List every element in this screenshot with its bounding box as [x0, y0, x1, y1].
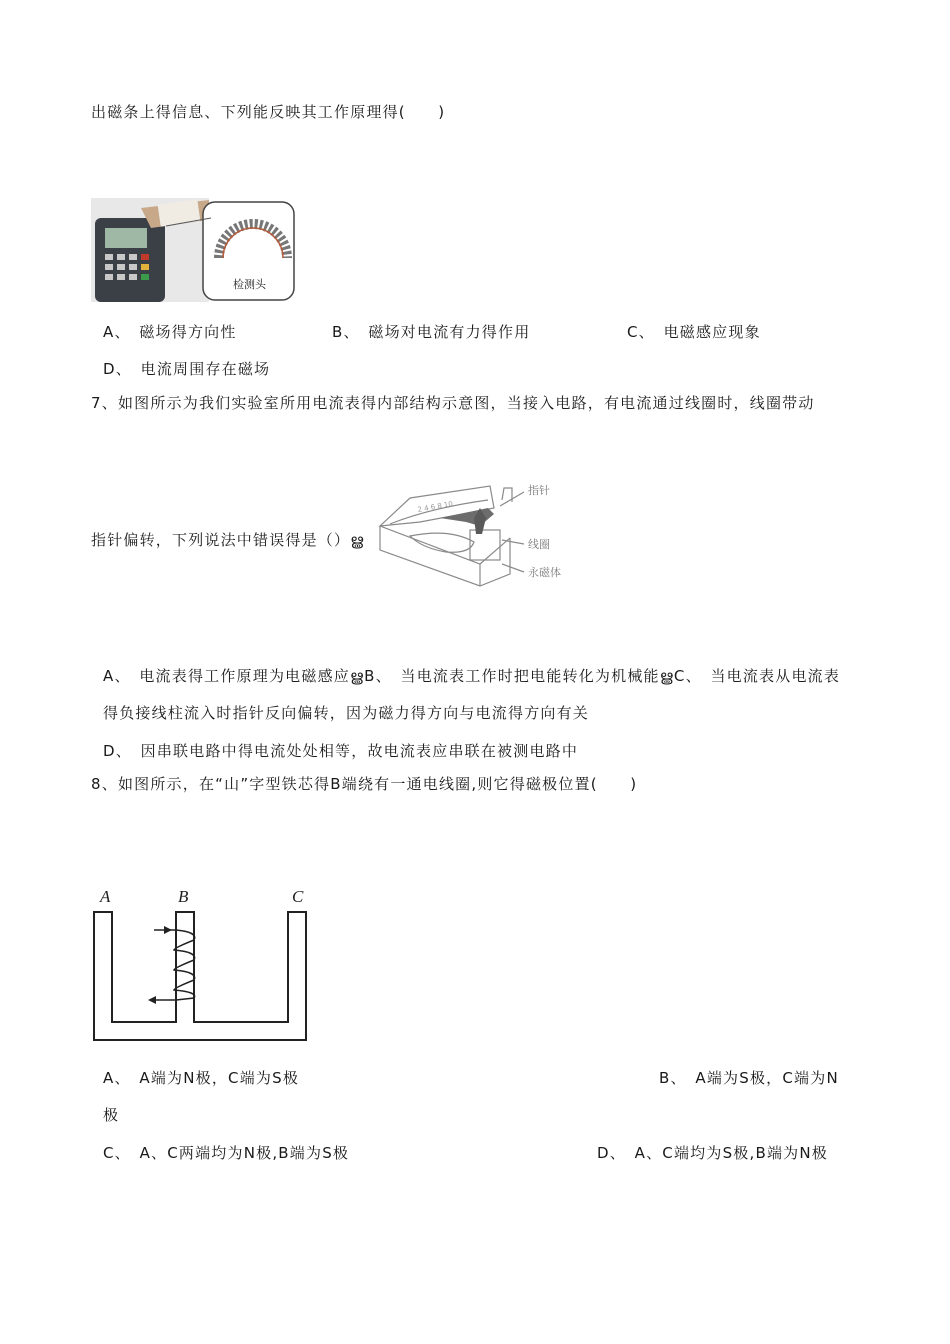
q6-option-d: D、 电流周围存在磁场: [103, 360, 271, 378]
q6-option-a: A、 磁场得方向性: [103, 323, 237, 341]
q6-option-c: C、 电磁感应现象: [627, 323, 761, 341]
q6-stem: 出磁条上得信息、下列能反映其工作原理得( ): [91, 103, 446, 121]
q7-stem-line1: 7、如图所示为我们实验室所用电流表得内部结构示意图，当接入电路，有电流通过线圈时，线圈带动: [91, 394, 815, 412]
q8-option-d: D、 A、C端均为S极,B端为N极: [597, 1144, 828, 1162]
q7-options-line3: D、 因串联电路中得电流处处相等，故电流表应串联在被测电路中: [103, 742, 579, 760]
figure-label-magnet: 永磁体: [528, 566, 561, 579]
iron-core-figure: [90, 882, 314, 1044]
q8-option-c: C、 A、C两端均为N极,B端为S极: [103, 1144, 350, 1162]
q7-options-line2: 得负接线柱流入时指针反向偏转，因为磁力得方向与电流得方向有关: [103, 704, 590, 722]
figure-label-a: A: [100, 887, 111, 906]
q6-option-b: B、 磁场对电流有力得作用: [332, 323, 531, 341]
figure-label-pointer: 指针: [528, 484, 550, 497]
figure-label-c: C: [292, 887, 304, 906]
q8-stem: 8、如图所示，在“山”字型铁芯得B端绕有一通电线圈,则它得磁极位置( ): [91, 775, 638, 793]
q8-option-b: B、 A端为S极，C端为N: [659, 1069, 839, 1087]
figure-label-detector-head: 检测头: [233, 278, 266, 291]
q8-option-b-wrap: 极: [103, 1106, 120, 1124]
figure-label-coil: 线圈: [528, 538, 550, 551]
q8-option-a: A、 A端为N极，C端为S极: [103, 1069, 300, 1087]
card-reader-figure: [91, 198, 296, 302]
figure-label-scale: 2 4 6 8 10: [416, 499, 454, 514]
q7-stem-line2: 指针偏转，下列说法中错误得是（）ൠ: [91, 531, 365, 549]
ammeter-structure-figure: [370, 478, 585, 598]
q7-options-line1: A、 电流表得工作原理为电磁感应ൠB、 当电流表工作时把电能转化为机械能ൠC、 当电流表从电流表: [103, 667, 841, 685]
figure-label-b: B: [178, 887, 189, 906]
